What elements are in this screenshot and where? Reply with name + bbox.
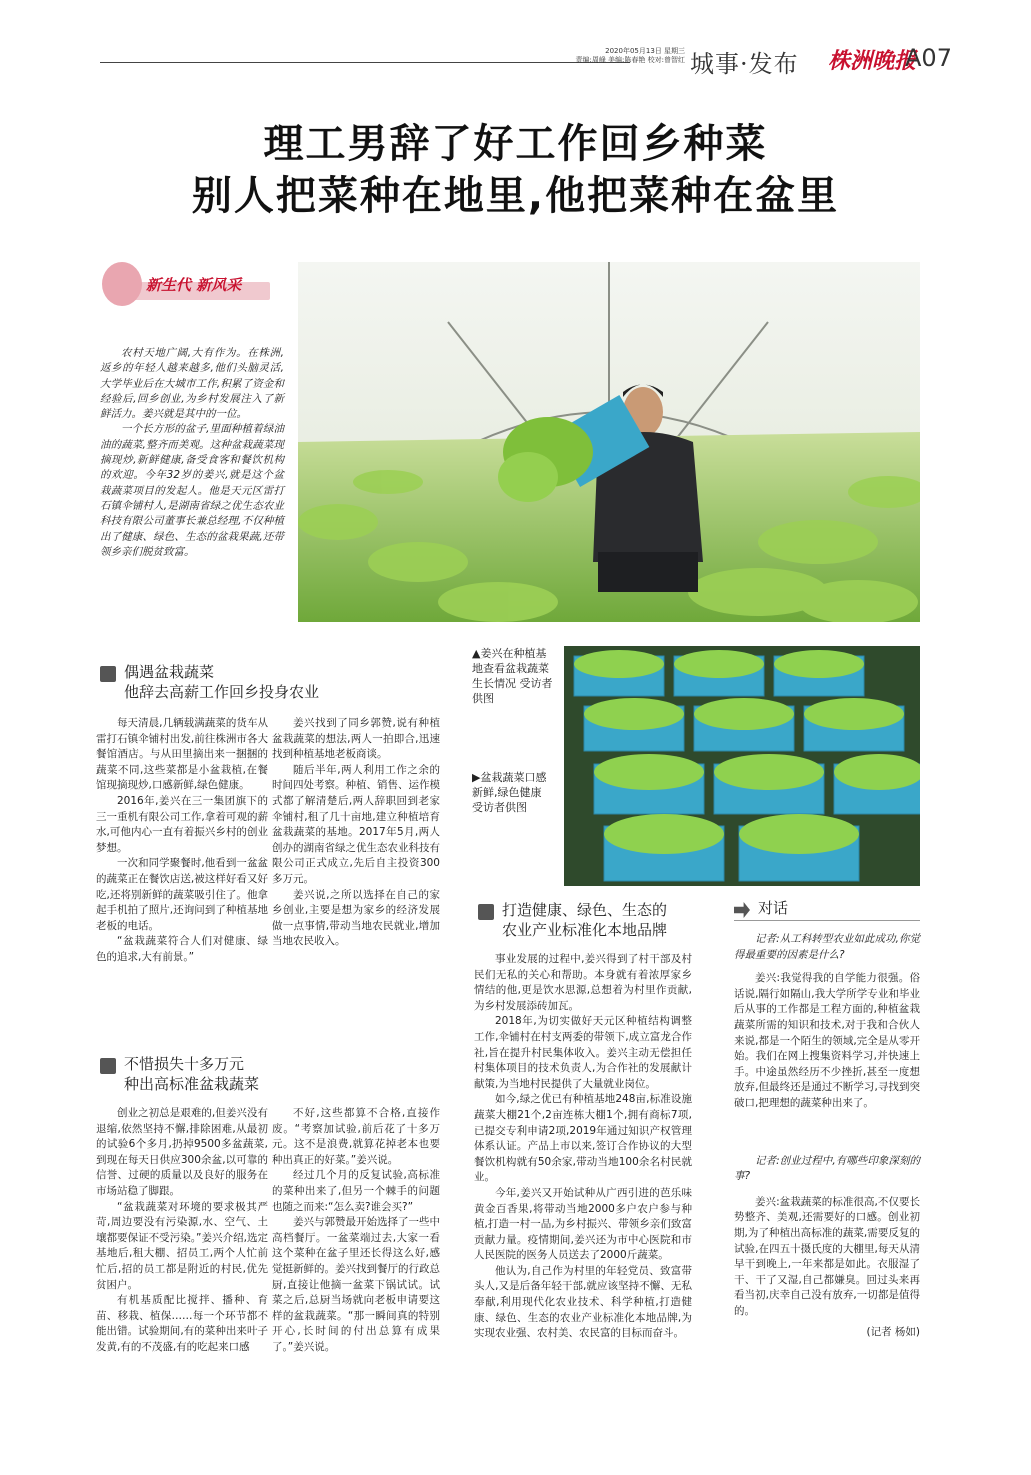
paragraph: 今年,姜兴又开始试种从广西引进的芭乐味黄金百香果,将带动当地2000多户农户参与种植,打造一村一品,为乡村振兴、带领乡亲们致富贡献力量。疫情期间,姜兴还为市中心医院和市人民医院的医务人员送去了2000斤蔬菜。 <box>474 1186 692 1262</box>
arrow-icon <box>734 902 750 918</box>
question-1: 记者:从工科转型农业如此成功,你觉得最重要的因素是什么? <box>734 933 920 961</box>
greenhouse-photo <box>298 262 920 622</box>
paragraph: 经过几个月的反复试验,高标准的菜种出来了,但另一个棘手的问题也随之而来:“怎么卖?谁会买?” <box>272 1169 440 1213</box>
section3-body <box>474 952 692 1342</box>
dialogue-heading <box>734 898 788 918</box>
header-date: 2020年05月13日 星期三 <box>605 47 685 55</box>
question-2: 记者:创业过程中,有哪些印象深刻的事? <box>734 1154 920 1183</box>
main-photo <box>298 262 920 622</box>
headline-main: 理工男辞了好工作回乡种菜 <box>263 121 768 167</box>
section-name: 城事·发布 <box>690 50 799 78</box>
section1-heading <box>100 662 319 702</box>
page-number: A07 <box>905 44 952 72</box>
paragraph: 如今,绿之优已有种植基地248亩,标准设施蔬菜大棚21个,2亩连栋大棚1个,拥有商标7项,已提交专利申请2项,2019年通过知识产权管理体系认证。产品上市以来,签订合作协议的大型餐饮机构就有50余家,带动当地100余名村民就业。 <box>474 1093 692 1184</box>
paragraph: 随后半年,两人利用工作之余的时间四处考察。种植、销售、运作模式都了解清楚后,两人辞职回到老家伞铺村,租了几十亩地,建立种植培育盆栽蔬菜的基地。2017年5月,两人创办的湖南省绿之优生态农业科技有限公司正式成立,先后自主投资300多万元。 <box>272 763 440 885</box>
section-marker-icon <box>100 666 116 682</box>
answer-1: 姜兴:我觉得我的自学能力很强。俗话说,隔行如隔山,我大学所学专业和毕业后从事的工作都是工程方面的,种植盆栽蔬菜所需的知识和技术,对于我和合伙人来说,都是一个陌生的领域,完全是从零开始。我们在网上搜集资料学习,并快速上手。中途虽然经历不少挫折,甚至一度想放弃,但最终还是通过不断学习,寻找到突破口,把理想的蔬菜种出来了。 <box>734 972 920 1109</box>
paragraph: 一次和同学聚餐时,他看到一盆盆的蔬菜正在餐饮店送,被这样好看又好吃,还将别新鲜的蔬菜吸引住了。他拿起手机拍了照片,还询问到了种植基地老板的电话。 <box>96 857 268 932</box>
intro-text <box>100 346 284 560</box>
paragraph: 姜兴与郭赞最开始选择了一些中高档餐厅。一盆菜端过去,大家一看这个菜种在盆子里还长得这么好,感觉挺新鲜的。姜兴找到餐厅的行政总厨,直接让他摘一盆菜下锅试试。试菜之后,总厨当场就向老板申请要这样的盆栽蔬菜。“那一瞬间真的特别开心,长时间的付出总算有成果了。”姜兴说。 <box>272 1216 440 1353</box>
section1-title-line1: 偶遇盆栽蔬菜 <box>124 663 215 681</box>
paragraph: 2018年,为切实做好天元区种植结构调整工作,伞铺村在村支两委的带领下,成立富龙合作社,旨在提升村民集体收入。姜兴主动无偿担任村集体项目的技术负责人,为合作社的发展献计献策,为当地村民提供了大量就业岗位。 <box>474 1015 692 1090</box>
intro-paragraph: 一个长方形的盆子,里面种植着绿油油的蔬菜,整齐而美观。这种盆栽蔬菜现摘现炒,新鲜健康,备受食客和餐饮机构的欢迎。今年32岁的姜兴,就是这个盆栽蔬菜项目的发起人。他是天元区雷打石镇伞铺村人,是湖南省绿之优生态农业科技有限公司董事长兼总经理,不仅种植出了健康、绿色、生态的盆栽果蔬,还带领乡亲们脱贫致富。 <box>100 423 284 558</box>
column-badge <box>102 262 272 312</box>
paragraph: 姜兴找到了同乡郭赞,说有种植盆栽蔬菜的想法,两人一拍即合,迅速找到种植基地老板商谈。 <box>272 717 440 761</box>
headline-sub: 别人把菜种在地里,他把菜种在盆里 <box>191 173 840 219</box>
paragraph: 姜兴说,之所以选择在自己的家乡创业,主要是想为家乡的经济发展做一点事情,带动当地农民就业,增加当地农民收入。 <box>272 888 440 948</box>
header-meta <box>540 47 685 65</box>
trays-photo <box>564 646 920 886</box>
badge-label: 新生代 新风采 <box>146 276 242 294</box>
header-editors: 责编:周峰 美编:陈春艳 校对:曾智红 <box>575 56 685 64</box>
section3-title-line2: 农业产业标准化本地品牌 <box>502 921 668 939</box>
paragraph: “盆栽蔬菜符合人们对健康、绿色的追求,大有前景。” <box>96 935 268 963</box>
section3-heading <box>478 900 667 940</box>
paragraph: 有机基质配比搅拌、播种、育苗、移栽、植保……每一个环节都不能出错。试验期间,有的菜种出来叶子发黄,有的不茂盛,有的吃起来口感 <box>96 1294 268 1353</box>
section1-col1 <box>96 716 268 966</box>
section2-title-line1: 不惜损失十多万元 <box>124 1055 245 1073</box>
paragraph: 不好,这些都算不合格,直接作废。“考察加试验,前后花了十多万元。这不是浪费,就算花掉老本也要种出真正的好菜。”姜兴说。 <box>272 1107 440 1166</box>
section3-title-line1: 打造健康、绿色、生态的 <box>502 901 668 919</box>
section2-col2 <box>272 1106 440 1356</box>
dialogue-body <box>734 932 920 1341</box>
fist-icon <box>102 262 142 306</box>
section1-title-line2: 他辞去高薪工作回乡投身农业 <box>124 683 320 701</box>
section2-title-line2: 种出高标准盆栽蔬菜 <box>124 1075 260 1093</box>
photo1-caption: ▲姜兴在种植基地查看盆栽蔬菜生长情况 受访者供图 <box>472 647 553 705</box>
sub-photo <box>564 646 920 886</box>
photo2-caption: ▶盆栽蔬菜口感新鲜,绿色健康 受访者供图 <box>472 771 547 814</box>
paragraph: 2016年,姜兴在三一集团旗下的三一重机有限公司工作,拿着可观的薪水,可他内心一直有着振兴乡村的创业梦想。 <box>96 794 268 854</box>
paragraph: 事业发展的过程中,姜兴得到了村干部及村民们无私的关心和帮助。本身就有着浓厚家乡情结的他,更是饮水思源,总想着为村里作贡献,为乡村发展添砖加瓦。 <box>474 953 692 1012</box>
answer-2: 姜兴:盆栽蔬菜的标准很高,不仅要长势整齐、美观,还需要好的口感。创业初期,为了种植出高标准的蔬菜,需要反复的试验,在四五十摄氏度的大棚里,每天从清早干到晚上,一年来都是如此。衣服湿了干、干了又湿,自己都嫌臭。回过头来再看当初,庆幸自己没有放弃,一切都是值得的。 <box>734 1195 920 1317</box>
paragraph: “盆栽蔬菜对环境的要求极其严苛,周边要没有污染源,水、空气、土壤都要保证不受污染。”姜兴介绍,选定基地后,租大棚、招员工,两个人忙前忙后,招的员工都是附近的村民,优先贫困户。 <box>96 1200 268 1291</box>
paragraph: 每天清晨,几辆载满蔬菜的货车从雷打石镇伞铺村出发,前往株洲市各大餐馆酒店。与从田里摘出来一捆捆的蔬菜不同,这些菜都是小盆栽植,在餐馆现摘现炒,口感新鲜,绿色健康。 <box>96 717 268 792</box>
dialogue-divider <box>734 920 920 921</box>
section-marker-icon <box>478 904 494 920</box>
newspaper-logo: 株洲晚报 <box>828 48 917 74</box>
paragraph: 他认为,自己作为村里的年轻党员、致富带头人,又是后备年轻干部,就应该坚持不懈、无私奉献,利用现代化农业技术、科学种植,打造健康、绿色、生态的农业产业标准化本地品牌,为实现农业强、农村美、农民富的目标而奋斗。 <box>474 1264 692 1340</box>
dialogue-title: 对话 <box>758 899 789 917</box>
intro-paragraph: 农村天地广阔,大有作为。在株洲,返乡的年轻人越来越多,他们头脑灵活,大学毕业后在大城市工作,积累了资金和经验后,回乡创业,为乡村发展注入了新鲜活力。姜兴就是其中的一位。 <box>100 347 284 421</box>
section1-col2 <box>272 716 440 950</box>
section-marker-icon <box>100 1058 116 1074</box>
section2-col1 <box>96 1106 268 1356</box>
paragraph: 创业之初总是艰难的,但姜兴没有退缩,依然坚持不懈,排除困难,从最初的试验6个多月,扔掉9500多盆蔬菜,到现在每天日供应300余盆,以可靠的信誉、过硬的质量以及良好的服务在市场站稳了脚跟。 <box>96 1107 268 1197</box>
byline: (记者 杨如) <box>866 1326 920 1339</box>
section2-heading <box>100 1054 259 1094</box>
